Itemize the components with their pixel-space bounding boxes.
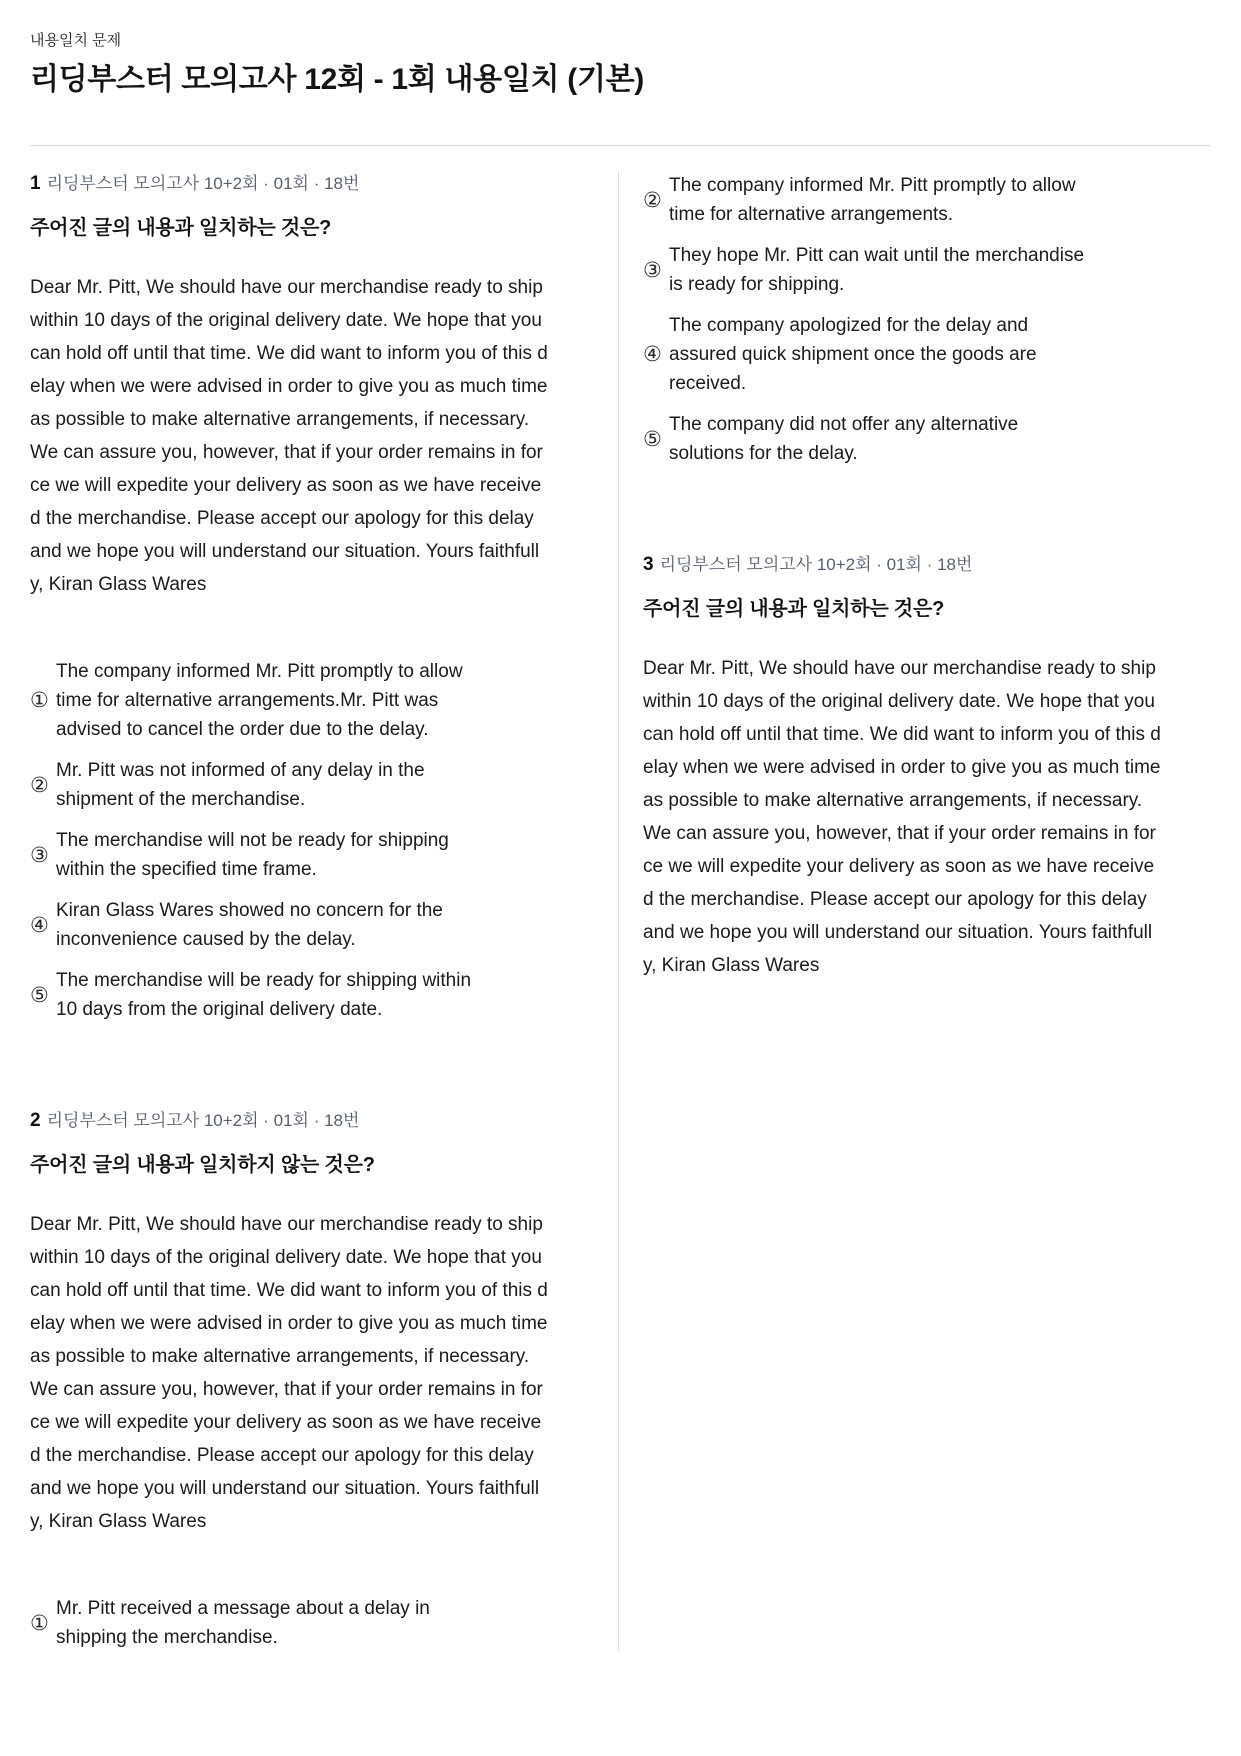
question-1-choice-5: [30, 966, 586, 1024]
question-1-header: [30, 171, 586, 197]
column-right: [643, 171, 1211, 1652]
choice-2-marker: ②: [643, 187, 662, 212]
question-1-meta: 리딩부스터 모의고사 10+2회 · 01회 · 18번: [46, 174, 360, 193]
question-1-choice-2: [30, 756, 586, 814]
question-2-choice-list-left: [30, 1594, 586, 1652]
choice-5-text: The merchandise will be ready for shipping within 10 days from the original delivery date.: [56, 970, 472, 1020]
question-3-meta: 리딩부스터 모의고사 10+2회 · 01회 · 18번: [659, 555, 973, 574]
question-1-choice-3: [30, 826, 586, 884]
question-2-choice-5: [643, 410, 1211, 468]
choice-4-marker: ④: [30, 912, 49, 937]
choice-4-text: Kiran Glass Wares showed no concern for the inconvenience caused by the delay.: [56, 900, 443, 950]
question-2: [30, 1108, 586, 1652]
question-2-choice-4: [643, 311, 1211, 398]
question-3-header: [643, 552, 1211, 578]
question-2-choice-list-right: [643, 171, 1211, 468]
choice-4-text: The company apologized for the delay and assured quick shipment once the goods are received.: [669, 315, 1037, 394]
choice-2-text: The company informed Mr. Pitt promptly to allow time for alternative arrangements.: [669, 175, 1076, 225]
title-divider: [30, 145, 1211, 146]
question-2-passage: Dear Mr. Pitt, We should have our merchandise ready to ship within 10 days of the original delivery date. We hope that you can hold off until that time. We did want to inform you of this delay when we were advised in order to give you as much time as possible to make alternative arrangements, if necessary. We can assure you, however, that if your order remains in force we will expedite your delivery as soon as we have received the merchandise. Please accept our apology for this delay and we hope you will understand our situation. Yours faithfully, Kiran Glass Wares: [30, 1214, 548, 1532]
question-2-meta: 리딩부스터 모의고사 10+2회 · 01회 · 18번: [46, 1111, 360, 1130]
question-1-choice-list: [30, 657, 586, 1024]
question-3-passage: Dear Mr. Pitt, We should have our merchandise ready to ship within 10 days of the original delivery date. We hope that you can hold off until that time. We did want to inform you of this delay when we were advised in order to give you as much time as possible to make alternative arrangements, if necessary. We can assure you, however, that if your order remains in force we will expedite your delivery as soon as we have received the merchandise. Please accept our apology for this delay and we hope you will understand our situation. Yours faithfully, Kiran Glass Wares: [643, 658, 1161, 976]
choice-1-text: The company informed Mr. Pitt promptly to allow time for alternative arrangements.Mr. Pitt was advised to cancel the order due to the delay.: [56, 661, 463, 740]
category-label: 내용일치 문제: [30, 32, 122, 49]
column-left: [30, 171, 586, 1652]
question-2-number: 2: [30, 1110, 41, 1131]
question-1-number: 1: [30, 173, 41, 194]
choice-3-text: The merchandise will not be ready for shipping within the specified time frame.: [56, 830, 449, 880]
question-3-number: 3: [643, 554, 654, 575]
question-1-prompt: 주어진 글의 내용과 일치하는 것은?: [30, 217, 332, 239]
question-1: [30, 171, 586, 1024]
question-3: [643, 552, 1211, 982]
question-3-prompt: 주어진 글의 내용과 일치하는 것은?: [643, 598, 945, 620]
question-1-choice-1: [30, 657, 586, 744]
choice-2-marker: ②: [30, 772, 49, 797]
question-2-choice-1: [30, 1594, 586, 1652]
choice-1-marker: ①: [30, 1610, 49, 1635]
choice-5-marker: ⑤: [643, 426, 662, 451]
question-1-passage: Dear Mr. Pitt, We should have our merchandise ready to ship within 10 days of the original delivery date. We hope that you can hold off until that time. We did want to inform you of this delay when we were advised in order to give you as much time as possible to make alternative arrangements, if necessary. We can assure you, however, that if your order remains in force we will expedite your delivery as soon as we have received the merchandise. Please accept our apology for this delay and we hope you will understand our situation. Yours faithfully, Kiran Glass Wares: [30, 277, 548, 595]
choice-5-marker: ⑤: [30, 982, 49, 1007]
choice-3-marker: ③: [30, 842, 49, 867]
question-2-header: [30, 1108, 586, 1134]
choice-1-marker: ①: [30, 688, 49, 712]
question-2-prompt: 주어진 글의 내용과 일치하지 않는 것은?: [30, 1154, 375, 1176]
choice-1-text: Mr. Pitt received a message about a delay in shipping the merchandise.: [56, 1598, 430, 1648]
question-columns: [30, 171, 1211, 1652]
question-2-choice-2: [643, 171, 1211, 229]
choice-3-text: They hope Mr. Pitt can wait until the merchandise is ready for shipping.: [669, 245, 1085, 295]
question-2-choice-3: [643, 241, 1211, 299]
choice-4-marker: ④: [643, 342, 662, 366]
page-title: 리딩부스터 모의고사 12회 - 1회 내용일치 (기본): [30, 63, 644, 96]
question-1-choice-4: [30, 896, 586, 954]
choice-2-text: Mr. Pitt was not informed of any delay in the shipment of the merchandise.: [56, 760, 425, 810]
choice-3-marker: ③: [643, 257, 662, 282]
choice-5-text: The company did not offer any alternative solutions for the delay.: [669, 414, 1019, 464]
column-divider: [618, 171, 619, 1652]
